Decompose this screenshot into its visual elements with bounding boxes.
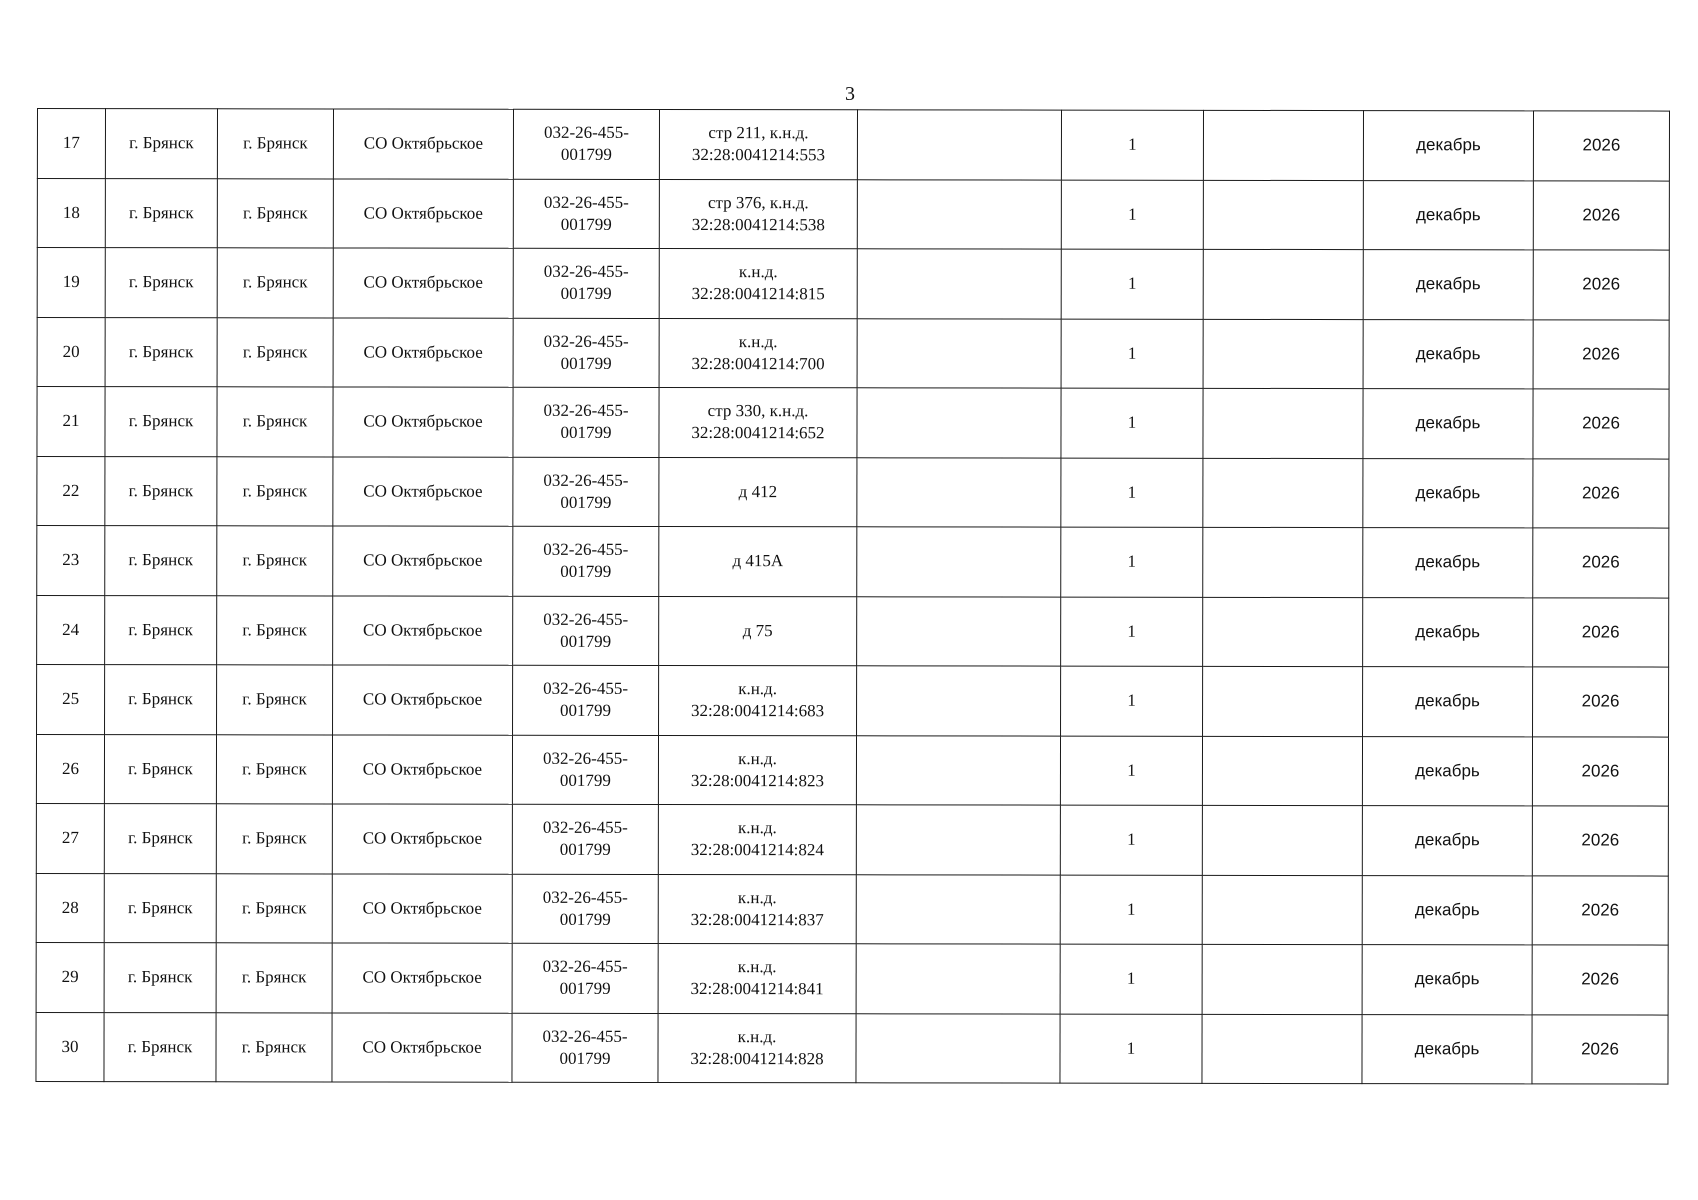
cell-municipality-text: г. Брянск	[127, 967, 193, 987]
cell-empty	[857, 110, 1061, 180]
cell-year-text: 2026	[1582, 413, 1620, 433]
cell-settlement-text: г. Брянск	[242, 342, 308, 362]
cell-settlement	[216, 943, 332, 1013]
cell-municipality-text: г. Брянск	[129, 133, 194, 153]
cell-empty	[1202, 805, 1362, 875]
cell-year	[1533, 389, 1669, 459]
cell-row-number	[37, 248, 105, 318]
cell-quantity	[1061, 249, 1203, 319]
cell-code	[513, 526, 659, 596]
cell-quantity	[1060, 875, 1202, 945]
cell-code-text: 032-26-455- 001799	[543, 331, 629, 373]
table-row	[36, 1012, 1668, 1084]
cell-organization-text: СО Октябрьское	[363, 133, 484, 153]
page-number: 3	[845, 83, 855, 105]
cell-code-text: 032-26-455- 001799	[542, 887, 628, 929]
table-row	[36, 942, 1668, 1014]
cell-empty	[1203, 110, 1363, 180]
cell-row-number	[36, 734, 104, 804]
cell-organization-text: СО Октябрьское	[363, 272, 483, 292]
cell-empty	[1203, 388, 1363, 458]
cell-code-text: 032-26-455- 001799	[543, 470, 629, 512]
cell-municipality	[104, 1012, 216, 1082]
cell-object-text: д 415А	[732, 551, 784, 571]
cell-code	[512, 943, 658, 1013]
cell-year-text: 2026	[1581, 691, 1620, 711]
cell-year-text: 2026	[1581, 1039, 1619, 1059]
cell-empty	[1203, 666, 1363, 736]
table-row	[37, 317, 1669, 389]
cell-quantity	[1061, 458, 1203, 528]
cell-settlement-text: г. Брянск	[242, 759, 307, 779]
cell-empty	[1203, 180, 1363, 250]
cell-row-number	[36, 942, 104, 1012]
cell-row-number-text: 17	[62, 133, 80, 153]
cell-object	[658, 1013, 856, 1083]
cell-municipality-text: г. Брянск	[127, 897, 193, 917]
cell-code-text: 032-26-455- 001799	[543, 123, 629, 165]
cell-month-text: декабрь	[1414, 969, 1480, 989]
cell-row-number-text: 26	[61, 758, 79, 778]
cell-row-number	[37, 109, 105, 179]
cell-code	[512, 804, 658, 874]
cell-year-text: 2026	[1582, 274, 1621, 294]
cell-municipality-text: г. Брянск	[128, 480, 194, 500]
cell-municipality	[105, 665, 217, 735]
cell-municipality	[105, 387, 217, 457]
cell-object-text: к.н.д. 32:28:0041214:828	[690, 1026, 824, 1068]
cell-quantity-text: 1	[1127, 690, 1136, 710]
cell-empty	[1203, 458, 1363, 528]
cell-settlement	[217, 665, 333, 735]
cell-quantity-text: 1	[1127, 829, 1136, 849]
cell-code-text: 032-26-455- 001799	[542, 957, 628, 999]
cell-quantity-text: 1	[1127, 482, 1137, 502]
cell-code-text: 032-26-455- 001799	[542, 818, 628, 860]
cell-quantity-text: 1	[1126, 968, 1136, 988]
cell-settlement	[217, 178, 333, 248]
cell-municipality-text: г. Брянск	[128, 550, 194, 570]
cell-settlement	[217, 387, 333, 457]
cell-quantity	[1061, 319, 1203, 389]
cell-object	[659, 318, 857, 388]
cell-empty	[857, 249, 1061, 319]
cell-code	[512, 1013, 658, 1083]
cell-object-text: к.н.д. 32:28:0041214:683	[690, 679, 825, 721]
cell-year-text: 2026	[1581, 761, 1620, 781]
cell-month	[1363, 250, 1533, 320]
cell-year	[1532, 875, 1668, 945]
cell-row-number-text: 30	[61, 1036, 79, 1056]
cell-object-text: д 412	[738, 481, 778, 501]
cell-code	[513, 109, 659, 179]
cell-organization	[332, 804, 512, 874]
cell-month	[1362, 1014, 1532, 1084]
cell-month-text: декабрь	[1415, 621, 1481, 642]
cell-object	[659, 665, 857, 735]
cell-organization-text: СО Октябрьское	[362, 759, 483, 779]
cell-row-number-text: 22	[62, 480, 80, 500]
cell-row-number	[36, 873, 104, 943]
cell-month	[1363, 389, 1533, 459]
cell-municipality-text: г. Брянск	[128, 828, 193, 848]
cell-row-number-text: 19	[62, 272, 80, 292]
cell-month-text: декабрь	[1415, 482, 1481, 503]
cell-year-text: 2026	[1582, 205, 1621, 225]
cell-object-text: к.н.д. 32:28:0041214:823	[690, 748, 825, 790]
cell-municipality	[104, 804, 216, 874]
cell-month-text: декабрь	[1415, 343, 1481, 364]
cell-month	[1363, 111, 1533, 181]
cell-code	[513, 596, 659, 666]
cell-settlement-text: г. Брянск	[242, 550, 308, 570]
cell-object-text: стр 376, к.н.д. 32:28:0041214:538	[691, 192, 825, 234]
cell-quantity	[1060, 805, 1202, 875]
cell-municipality	[105, 526, 217, 596]
cell-municipality	[104, 873, 216, 943]
cell-quantity-text: 1	[1127, 343, 1137, 363]
cell-settlement	[217, 526, 333, 596]
cell-quantity-text: 1	[1127, 273, 1137, 293]
cell-object-text: к.н.д. 32:28:0041214:815	[691, 262, 825, 304]
cell-organization-text: СО Октябрьское	[363, 203, 484, 223]
cell-settlement	[217, 595, 333, 665]
cell-object	[659, 457, 857, 527]
cell-year	[1533, 667, 1669, 737]
cell-organization	[333, 109, 513, 179]
cell-municipality-text: г. Брянск	[128, 272, 194, 292]
cell-row-number-text: 24	[62, 619, 80, 639]
cell-object-text: к.н.д. 32:28:0041214:824	[690, 818, 824, 860]
cell-year-text: 2026	[1581, 969, 1620, 989]
table-row	[36, 803, 1668, 875]
cell-object-text: стр 330, к.н.д. 32:28:0041214:652	[691, 401, 825, 443]
cell-year	[1533, 458, 1669, 528]
cell-organization-text: СО Октябрьское	[363, 342, 483, 362]
cell-settlement-text: г. Брянск	[242, 272, 308, 292]
cell-object	[659, 248, 857, 318]
cell-month-text: декабрь	[1416, 135, 1481, 155]
cell-empty	[1203, 597, 1363, 667]
cell-month-text: декабрь	[1415, 552, 1481, 572]
cell-row-number-text: 23	[62, 550, 80, 570]
cell-quantity-text: 1	[1127, 551, 1137, 571]
cell-organization	[333, 526, 513, 596]
table-row	[37, 178, 1669, 250]
cell-year	[1533, 111, 1669, 181]
cell-month-text: декабрь	[1415, 760, 1480, 781]
cell-empty	[856, 805, 1060, 875]
cell-object	[659, 179, 857, 249]
cell-organization	[332, 734, 512, 804]
cell-month-text: декабрь	[1414, 1038, 1480, 1059]
cell-quantity-text: 1	[1127, 621, 1136, 641]
cell-quantity-text: 1	[1126, 899, 1136, 919]
cell-municipality	[105, 248, 217, 318]
cell-month-text: декабрь	[1415, 413, 1481, 433]
cell-month	[1363, 319, 1533, 389]
cell-organization	[333, 248, 513, 318]
cell-code	[513, 179, 659, 249]
cell-object	[659, 526, 857, 596]
cell-organization-text: СО Октябрьское	[363, 481, 483, 501]
cell-organization-text: СО Октябрьское	[362, 898, 482, 918]
cell-year	[1533, 597, 1669, 667]
cell-object-text: к.н.д. 32:28:0041214:841	[690, 957, 824, 999]
cell-year-text: 2026	[1582, 135, 1621, 155]
cell-row-number	[36, 803, 104, 873]
cell-organization	[333, 595, 513, 665]
table-row	[37, 526, 1669, 598]
cell-row-number-text: 20	[62, 341, 80, 361]
table-row	[37, 387, 1669, 459]
cell-year	[1533, 319, 1669, 389]
cell-municipality	[105, 595, 217, 665]
cell-organization-text: СО Октябрьское	[362, 828, 483, 848]
cell-municipality-text: г. Брянск	[128, 689, 193, 709]
cell-month	[1363, 458, 1533, 528]
cell-month	[1363, 667, 1533, 737]
cell-empty	[857, 666, 1061, 736]
cell-quantity	[1060, 736, 1202, 806]
cell-object	[659, 596, 857, 666]
cell-settlement-text: г. Брянск	[242, 828, 307, 848]
cell-municipality	[105, 178, 217, 248]
cell-row-number-text: 29	[61, 967, 79, 987]
cell-code-text: 032-26-455- 001799	[543, 401, 629, 443]
cell-organization	[333, 665, 513, 735]
cell-object	[658, 804, 856, 874]
cell-empty	[1202, 736, 1362, 806]
cell-year	[1532, 945, 1668, 1015]
cell-object	[659, 387, 857, 457]
cell-organization-text: СО Октябрьское	[362, 1037, 482, 1057]
cell-month	[1362, 806, 1532, 876]
table-row	[36, 873, 1668, 945]
cell-organization	[333, 317, 513, 387]
cell-month	[1363, 528, 1533, 598]
cell-code	[512, 735, 658, 805]
cell-municipality	[105, 109, 217, 179]
cell-code	[513, 665, 659, 735]
cell-empty	[857, 388, 1061, 458]
table-row	[37, 456, 1669, 528]
cell-empty	[1203, 319, 1363, 389]
cell-quantity	[1061, 527, 1203, 597]
cell-year-text: 2026	[1581, 552, 1620, 572]
cell-object-text: к.н.д. 32:28:0041214:700	[691, 331, 825, 373]
table-row	[36, 734, 1668, 806]
cell-settlement	[217, 317, 333, 387]
cell-settlement-text: г. Брянск	[242, 411, 308, 431]
cell-empty	[857, 527, 1061, 597]
cell-object-text: д 75	[742, 620, 773, 640]
cell-row-number-text: 28	[61, 897, 79, 917]
cell-empty	[856, 735, 1060, 805]
cell-empty	[857, 179, 1061, 249]
cell-row-number	[37, 178, 105, 248]
registry-table-body	[36, 109, 1670, 1085]
cell-organization-text: СО Октябрьское	[362, 689, 483, 709]
cell-row-number	[37, 526, 105, 596]
cell-empty	[1202, 875, 1362, 945]
cell-code-text: 032-26-455- 001799	[542, 748, 628, 790]
cell-month-text: декабрь	[1415, 204, 1481, 225]
cell-empty	[1203, 527, 1363, 597]
cell-object-text: к.н.д. 32:28:0041214:837	[690, 887, 824, 929]
cell-quantity	[1060, 1014, 1202, 1084]
table-row	[37, 248, 1669, 320]
cell-empty	[1202, 1014, 1362, 1084]
cell-year	[1532, 1014, 1668, 1084]
cell-row-number	[37, 387, 105, 457]
cell-organization	[332, 943, 512, 1013]
cell-municipality-text: г. Брянск	[128, 758, 193, 778]
cell-row-number	[37, 665, 105, 735]
cell-municipality-text: г. Брянск	[128, 341, 194, 361]
table-row	[37, 595, 1669, 667]
cell-year	[1533, 528, 1669, 598]
cell-organization	[332, 873, 512, 943]
cell-settlement	[217, 248, 333, 318]
cell-quantity-text: 1	[1128, 204, 1137, 224]
cell-month-text: декабрь	[1415, 274, 1481, 294]
cell-organization	[333, 178, 513, 248]
cell-row-number	[37, 595, 105, 665]
cell-code	[512, 874, 658, 944]
cell-code-text: 032-26-455- 001799	[543, 262, 629, 304]
cell-settlement	[216, 804, 332, 874]
cell-municipality	[104, 943, 216, 1013]
table-row	[37, 109, 1669, 181]
cell-month-text: декабрь	[1414, 830, 1480, 850]
table-row	[37, 665, 1669, 737]
cell-month	[1363, 180, 1533, 250]
cell-month-text: декабрь	[1415, 691, 1480, 711]
cell-quantity-text: 1	[1126, 1038, 1136, 1058]
cell-empty	[857, 596, 1061, 666]
cell-municipality-text: г. Брянск	[128, 411, 194, 431]
cell-empty	[857, 457, 1061, 527]
cell-year-text: 2026	[1582, 344, 1621, 364]
cell-empty	[857, 318, 1061, 388]
cell-month	[1362, 875, 1532, 945]
cell-quantity	[1061, 597, 1203, 667]
cell-settlement-text: г. Брянск	[243, 203, 308, 223]
cell-municipality-text: г. Брянск	[127, 1036, 193, 1056]
cell-settlement	[216, 734, 332, 804]
cell-code	[513, 387, 659, 457]
cell-year	[1532, 806, 1668, 876]
cell-empty	[856, 874, 1060, 944]
cell-quantity-text: 1	[1127, 760, 1136, 780]
cell-row-number	[37, 317, 105, 387]
cell-quantity	[1061, 666, 1203, 736]
cell-organization-text: СО Октябрьское	[362, 967, 482, 987]
cell-code	[513, 318, 659, 388]
registry-table	[35, 108, 1670, 1085]
cell-code-text: 032-26-455- 001799	[542, 1026, 628, 1068]
cell-code	[513, 457, 659, 527]
cell-organization-text: СО Октябрьское	[363, 620, 483, 640]
cell-municipality	[105, 317, 217, 387]
cell-organization	[333, 387, 513, 457]
cell-year-text: 2026	[1581, 830, 1620, 850]
cell-settlement	[217, 109, 333, 179]
cell-settlement-text: г. Брянск	[242, 689, 307, 709]
cell-code-text: 032-26-455- 001799	[543, 192, 629, 234]
cell-month-text: декабрь	[1414, 899, 1480, 920]
cell-settlement-text: г. Брянск	[241, 1037, 307, 1057]
cell-settlement-text: г. Брянск	[241, 967, 307, 987]
cell-quantity-text: 1	[1127, 412, 1137, 432]
cell-quantity	[1060, 944, 1202, 1014]
cell-quantity-text: 1	[1128, 134, 1137, 154]
cell-settlement	[216, 1012, 332, 1082]
cell-code-text: 032-26-455- 001799	[543, 540, 629, 582]
cell-code-text: 032-26-455- 001799	[543, 679, 629, 721]
cell-empty	[1202, 944, 1362, 1014]
cell-code-text: 032-26-455- 001799	[543, 609, 629, 651]
cell-row-number-text: 21	[62, 411, 80, 431]
cell-organization-text: СО Октябрьское	[363, 411, 483, 431]
cell-quantity	[1061, 110, 1203, 180]
cell-settlement-text: г. Брянск	[242, 620, 307, 640]
cell-municipality-text: г. Брянск	[129, 202, 194, 222]
cell-object	[658, 874, 856, 944]
cell-year-text: 2026	[1581, 900, 1620, 920]
cell-row-number-text: 18	[62, 202, 80, 222]
cell-organization-text: СО Октябрьское	[363, 550, 483, 570]
cell-row-number	[36, 1012, 104, 1082]
cell-municipality	[104, 734, 216, 804]
cell-settlement-text: г. Брянск	[242, 481, 308, 501]
cell-settlement	[217, 456, 333, 526]
cell-row-number	[37, 456, 105, 526]
cell-organization	[333, 456, 513, 526]
cell-empty	[856, 1013, 1060, 1083]
cell-municipality	[105, 456, 217, 526]
cell-row-number-text: 27	[61, 828, 79, 848]
cell-month	[1362, 945, 1532, 1015]
cell-year-text: 2026	[1581, 483, 1620, 503]
cell-object	[658, 735, 856, 805]
cell-month	[1362, 736, 1532, 806]
cell-quantity	[1061, 180, 1203, 250]
cell-year	[1533, 180, 1669, 250]
cell-year	[1532, 736, 1668, 806]
cell-object-text: стр 211, к.н.д. 32:28:0041214:553	[691, 123, 826, 165]
cell-municipality-text: г. Брянск	[128, 619, 193, 639]
cell-settlement-text: г. Брянск	[241, 898, 307, 918]
cell-organization	[332, 1012, 512, 1082]
cell-empty	[856, 944, 1060, 1014]
cell-row-number-text: 25	[62, 689, 80, 709]
cell-empty	[1203, 249, 1363, 319]
cell-month	[1363, 597, 1533, 667]
cell-year	[1533, 250, 1669, 320]
cell-code	[513, 248, 659, 318]
cell-year-text: 2026	[1581, 622, 1620, 642]
cell-settlement	[216, 873, 332, 943]
cell-settlement-text: г. Брянск	[243, 133, 308, 153]
cell-object	[659, 109, 857, 179]
cell-quantity	[1061, 388, 1203, 458]
cell-object	[658, 943, 856, 1013]
